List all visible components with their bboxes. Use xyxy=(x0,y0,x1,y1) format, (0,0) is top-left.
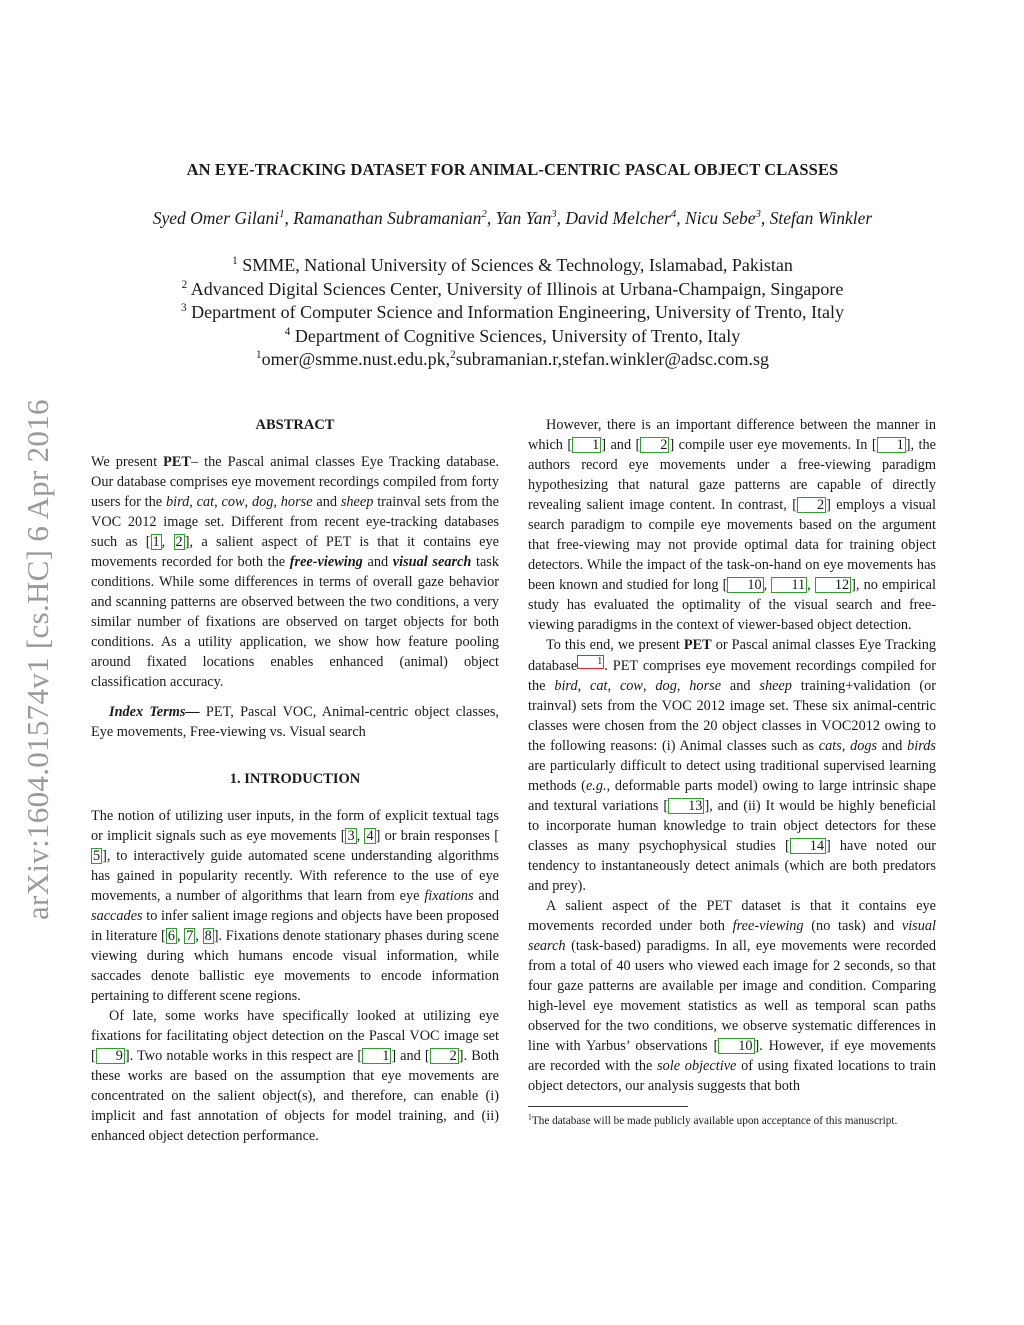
citation-link[interactable]: 13 xyxy=(668,798,704,814)
author-affiliation-mark: 1 xyxy=(279,208,285,221)
author-affiliation-mark: 2 xyxy=(481,208,487,221)
email-address: subramanian.r,stefan.winkler@adsc.com.sg xyxy=(455,349,769,369)
introduction-heading: 1. INTRODUCTION xyxy=(229,771,361,787)
citation-link[interactable]: 4 xyxy=(366,828,374,844)
footnote-divider xyxy=(528,1106,688,1107)
author: Syed Omer Gilani xyxy=(152,208,280,228)
citation-link[interactable]: 2 xyxy=(797,497,826,513)
dataset-name: PET xyxy=(683,637,712,653)
author-affiliation-mark: 3 xyxy=(755,208,761,221)
author-list: Syed Omer Gilani$^1$, Ramanathan Subramanian$^2$, Yan Yan$^3$, David Melcher$^4$, Nicu Sebe$^3$, Stefan Winkler xyxy=(152,208,873,228)
affiliation-line xyxy=(90,278,935,302)
citation-link[interactable]: 2 xyxy=(640,437,669,453)
body-paragraph: To this end, we present PET or Pascal animal classes Eye Tracking database 1 . PET comprises eye movement recordings compiled for the bird, cat, cow, dog, horse and sheep training+validation (or trainval) sets from the VOC 2012 image set. These six animal-centric classes were chosen from the 20 object classes in VOC2012 owing to the following reasons: (i) Animal classes such as cats, dogs and birds are particularly difficult to detect using traditional supervised learning methods (e.g., deformable parts model) owing to large intrinsic shape and textural variations [ 13 ], and (ii) It would be highly beneficial to incorporate human knowledge to train object detectors for these classes as many psychophysical studies [ 14 ] have noted our tendency to instantaneously detect animals (which are both predators and prey). xyxy=(528,637,936,894)
affiliation-number: 4 xyxy=(284,325,291,338)
affiliation-number: 3 xyxy=(181,302,187,314)
body-paragraph: A salient aspect of the PET dataset is that it contains eye movements recorded under both free-viewing (no task) and visual search (task-based) paradigms. In all, eye movements were recorded from a total of 40 users who viewed each image for 2 seconds, so that four gaze patterns are available per image and condition. Comparing high-level eye movement statistics as well as temporal scan paths observed for the two conditions, we observe systematic differences in line with Yarbus’ observations [ 10 ]. However, if eye movements are recorded with the sole objective of using fixated locations to train object detectors, our analysis suggests that both xyxy=(528,897,937,1094)
intro-paragraph: The notion of utilizing user inputs, in the form of explicit textual tags or implicit signals such as eye movements [ 3 , 4 ] or brain responses [5 ], to interactively guide automated scene understanding algorithms has gained in popularity recently. With reference to the use of eye movements, a number of algorithms that learn from eye fixations and saccades to infer salient image regions and objects have been proposed in literature [ 6 , 7 , 8 ]. Fixations denote stationary phases during scene viewing during which humans encode visual information, while saccades denote ballistic eye movements to encode information pertaining to different scene regions. xyxy=(91,808,500,1004)
abstract-paragraph: We present PET– the Pascal animal classes Eye Tracking database. Our database comprises eye movement recordings compiled from forty users for the bird, cat, cow, dog, horse and sheep trainval sets from the VOC 2012 image set. Different from recent eye-tracking databases such as [ 1 , 2 ], a salient aspect of PET is that it contains eye movements recorded for both the free-viewing and visual search task conditions. While some differences in terms of overall gaze behavior and scanning patterns are observed between the two conditions, a very similar number of fixations are observed on target objects for both conditions. As a utility application, we show how feature pooling around fixated locations enables enhanced (animal) object classification accuracy. xyxy=(91,454,500,690)
citation-link[interactable]: 12 xyxy=(815,577,851,593)
body-paragraph: However, there is an important difference between the manner in which [ 1 ] and [ 2 ] compile user eye movements. In [ 1 ], the authors record eye movements under a free-viewing paradigm hypothesizing that natural gaze patterns are capable of directly revealing salient image content. In contrast, [ 2 ] employs a visual search paradigm to compile eye movements based on the argument that free-viewing may not provide optimal data for training object detectors. While the impact of the task-on-hand on eye movements has been known and studied for long [ 10 , 11 , 12 ], no empirical study has evaluated the optimality of the visual search and free-viewing paradigms in the context of viewer-based object detection. xyxy=(528,417,936,633)
citation-link[interactable]: 1 xyxy=(572,437,601,453)
citation-link[interactable]: 1 xyxy=(152,534,160,550)
citation-link[interactable]: 10 xyxy=(727,577,763,593)
index-terms: Index Terms— PET, Pascal VOC, Animal-centric object classes, Eye movements, Free-viewing vs. Visual search xyxy=(91,704,499,740)
footnote-link[interactable]: 1 xyxy=(577,655,604,669)
citation-link[interactable]: 2 xyxy=(430,1048,459,1064)
affiliation-line xyxy=(90,325,935,349)
citation-link[interactable]: 7 xyxy=(186,928,194,944)
citation-link[interactable]: 1 xyxy=(877,437,906,453)
author: David Melcher xyxy=(565,208,671,228)
affiliation-text: Advanced Digital Sciences Center, University of Illinois at Urbana-Champaign, Singapore xyxy=(190,278,844,299)
citation-link[interactable]: 9 xyxy=(96,1048,125,1064)
abstract-heading: ABSTRACT xyxy=(255,417,335,433)
paper-title: AN EYE-TRACKING DATASET FOR ANIMAL-CENTRIC PASCAL OBJECT CLASSES xyxy=(186,160,839,179)
citation-link[interactable]: 3 xyxy=(347,828,355,844)
citation-link[interactable]: 5 xyxy=(93,848,101,864)
email-line xyxy=(90,348,935,372)
affiliations xyxy=(90,254,935,372)
intro-paragraph: Of late, some works have specifically looked at utilizing eye fixations for facilitating object detection on the Pascal VOC image set [ 9 ]. Two notable works in this respect are [ 1 ] and [ 2 ]. Both these works are based on the assumption that eye movements are concentrated on the salient object(s), and therefore, can enable (i) implicit and fast annotation of objects for model training, and (ii) enhanced object detection performance. xyxy=(91,1008,499,1144)
affiliation-number: 1 xyxy=(232,255,238,267)
citation-link[interactable]: 6 xyxy=(167,928,175,944)
dataset-name: PET xyxy=(163,454,191,470)
author: Nicu Sebe xyxy=(685,208,756,228)
email-number: 2 xyxy=(450,349,456,361)
left-column xyxy=(91,415,499,1146)
affiliation-line xyxy=(90,254,935,278)
author: Ramanathan Subramanian xyxy=(293,208,482,228)
index-terms-label: Index Terms— xyxy=(109,704,200,720)
citation-link[interactable]: 1 xyxy=(362,1048,391,1064)
affiliation-text: Department of Computer Science and Information Engineering, University of Trento, Italy xyxy=(191,302,844,322)
citation-link[interactable]: 11 xyxy=(771,577,807,593)
author: Yan Yan xyxy=(495,208,552,228)
email-number: 1 xyxy=(256,349,262,361)
right-column xyxy=(528,415,936,1129)
affiliation-text: SMME, National University of Sciences & Technology, Islamabad, Pakistan xyxy=(242,255,793,275)
affiliation-line xyxy=(90,301,935,325)
author-affiliation-mark: 4 xyxy=(670,208,677,221)
citation-link[interactable]: 10 xyxy=(718,1038,754,1054)
footnote-number: 1 xyxy=(528,1112,532,1122)
footnote: $^1$The database will be made publicly available upon acceptance of this manuscript. xyxy=(528,1112,898,1127)
citation-link[interactable]: 8 xyxy=(204,928,212,944)
author: Stefan Winkler xyxy=(769,208,873,228)
citation-link[interactable]: 14 xyxy=(790,838,826,854)
arxiv-stamp: arXiv:1604.01574v1 [cs.HC] 6 Apr 2016 xyxy=(20,399,55,920)
author-affiliation-mark: 3 xyxy=(551,208,557,221)
citation-link[interactable]: 2 xyxy=(175,534,183,550)
affiliation-number: 2 xyxy=(181,278,188,291)
email-address: omer@smme.nust.edu.pk, xyxy=(261,349,451,369)
affiliation-text: Department of Cognitive Sciences, University of Trento, Italy xyxy=(294,325,741,346)
